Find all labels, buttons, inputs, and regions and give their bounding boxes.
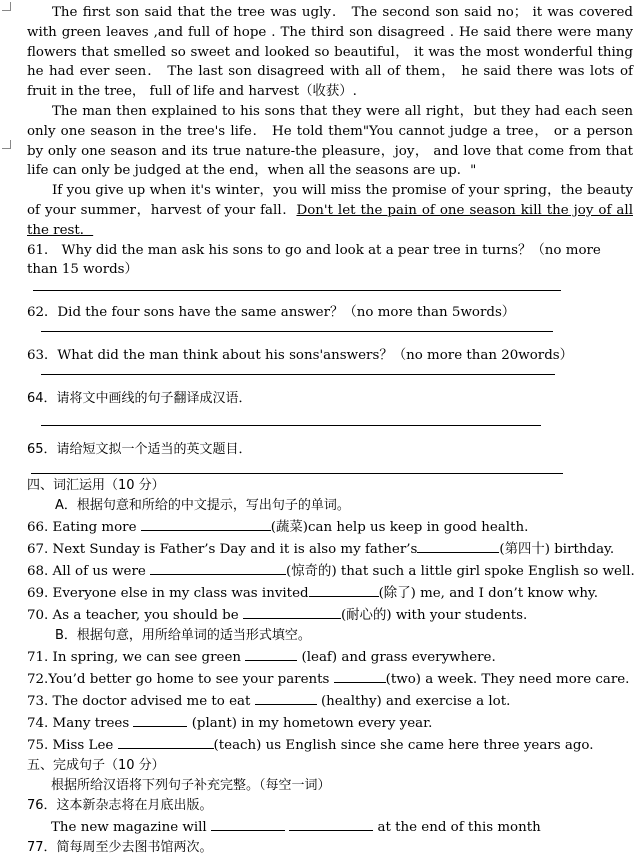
fill-blank[interactable] <box>118 734 214 749</box>
section-4-part-a: A．根据句意和所给的中文提示，写出句子的单词。 <box>55 498 350 514</box>
answer-line[interactable] <box>41 425 541 426</box>
section-4-title: 四、词汇运用（10 分） <box>27 478 165 494</box>
question-77: 77．简每周至少去图书馆两次。 <box>27 840 213 856</box>
section-5-instruction: 根据所给汉语将下列句子补充完整。（每空一词） <box>51 778 331 794</box>
item-text: at the end of this month <box>373 820 541 836</box>
item-text: (teach) us English since she came here three years ago. <box>213 738 594 754</box>
question-64: 64．请将文中画线的句子翻译成汉语． <box>27 390 252 406</box>
item-text: 68. All of us were <box>27 564 151 580</box>
item-text: (蔬菜)can help us keep in good health. <box>270 520 529 536</box>
worksheet-page <box>27 3 633 858</box>
section-5-title: 五、完成句子（10 分） <box>27 758 165 774</box>
item-text: (healthy) and exercise a lot. <box>316 694 511 710</box>
fill-blank[interactable] <box>133 712 187 727</box>
question-76: 76．这本新杂志将在月底出版。 <box>27 798 213 814</box>
item-67 <box>27 538 633 560</box>
answer-line[interactable] <box>31 473 563 474</box>
passage-paragraph-2 <box>27 102 633 181</box>
fill-blank[interactable] <box>334 668 386 683</box>
item-text: 72.You’d better go home to see your parents <box>27 672 334 688</box>
fill-blank[interactable] <box>245 646 297 661</box>
question-62: 62．Did the four sons have the same answer？（no more than 5words） <box>27 305 516 321</box>
answer-line[interactable] <box>33 290 561 291</box>
fill-blank[interactable] <box>150 560 286 575</box>
item-69 <box>27 582 633 604</box>
item-text: 67. Next Sunday is Father’s Day and it is also my father’s <box>27 542 418 558</box>
item-text: 71. In spring, we can see green <box>27 650 246 666</box>
item-text: 74. Many trees <box>27 716 134 732</box>
passage-text: The man then explained to his sons that they were all right，but they had each seen only one season in the tree's life． He told them"You cannot judge a tree， or a person by only one season and its true nature-the pleasure，joy， and love that come from that life can only be judged at the end，when all the seasons are up．" <box>27 103 633 179</box>
item-73 <box>27 690 633 712</box>
fill-blank[interactable] <box>211 816 285 831</box>
passage-text: If you give up when it's winter，you will miss the promise of your spring，the beauty of your summer，harvest of your fall． <box>27 183 633 218</box>
item-text: 69. Everyone else in my class was invited <box>27 586 309 602</box>
item-75 <box>27 734 633 756</box>
item-72 <box>27 668 633 690</box>
fill-blank[interactable] <box>243 604 341 619</box>
fill-blank[interactable] <box>417 538 499 553</box>
item-66 <box>27 516 633 538</box>
item-text: (plant) in my hometown every year. <box>187 716 433 732</box>
fill-blank[interactable] <box>289 816 373 831</box>
fill-blank[interactable] <box>255 690 317 705</box>
item-text: (two) a week. They need more care. <box>385 672 630 688</box>
corner-mark <box>2 2 11 11</box>
item-68 <box>27 560 633 582</box>
section-4-part-b: B．根据句意，用所给单词的适当形式填空。 <box>55 628 311 644</box>
item-text: 75. Miss Lee <box>27 738 118 754</box>
item-text: (耐心的) with your students. <box>340 608 528 624</box>
item-71 <box>27 646 633 668</box>
passage-text: The first son said that the tree was ugly． The second son said no； it was covered with green leaves ,and full of hope . The third son disagreed . He said there were many flowers that smelled so sweet and looked so beautiful， it was the most wonderful thing he had ever seen． The last son disagreed with all of them， he said there was lots of fruit in the tree， full of life and harvest（收获）. <box>27 5 633 100</box>
item-76-sentence <box>27 816 633 838</box>
passage-paragraph-3 <box>27 181 633 240</box>
corner-mark <box>2 140 11 149</box>
item-74 <box>27 712 633 734</box>
item-text: 66. Eating more <box>27 520 141 536</box>
answer-line[interactable] <box>41 331 553 332</box>
item-text: 70. As a teacher, you should be <box>27 608 243 624</box>
item-text: (除了) me, and I don’t know why. <box>378 586 598 602</box>
question-63: 63．What did the man think about his sons'answers？（no more than 20words） <box>27 347 574 363</box>
item-text: 73. The doctor advised me to eat <box>27 694 255 710</box>
fill-blank[interactable] <box>309 582 379 597</box>
item-text: The new magazine will <box>51 820 211 836</box>
fill-blank[interactable] <box>141 516 271 531</box>
question-61: 61． Why did the man ask his sons to go and look at a pear tree in turns？（no more than 15 words） <box>27 242 601 278</box>
question-65: 65．请给短文拟一个适当的英文题目． <box>27 441 252 457</box>
answer-line[interactable] <box>41 374 555 375</box>
passage-paragraph-1 <box>27 3 633 102</box>
item-text: (惊奇的) that such a little girl spoke English so well. <box>286 564 635 580</box>
item-text: (leaf) and grass everywhere. <box>297 650 496 666</box>
item-70 <box>27 604 633 626</box>
item-text: (第四十) birthday. <box>499 542 615 558</box>
underlined-sentence: Don't let the pain of one season kill the joy of all the rest． <box>27 202 633 238</box>
